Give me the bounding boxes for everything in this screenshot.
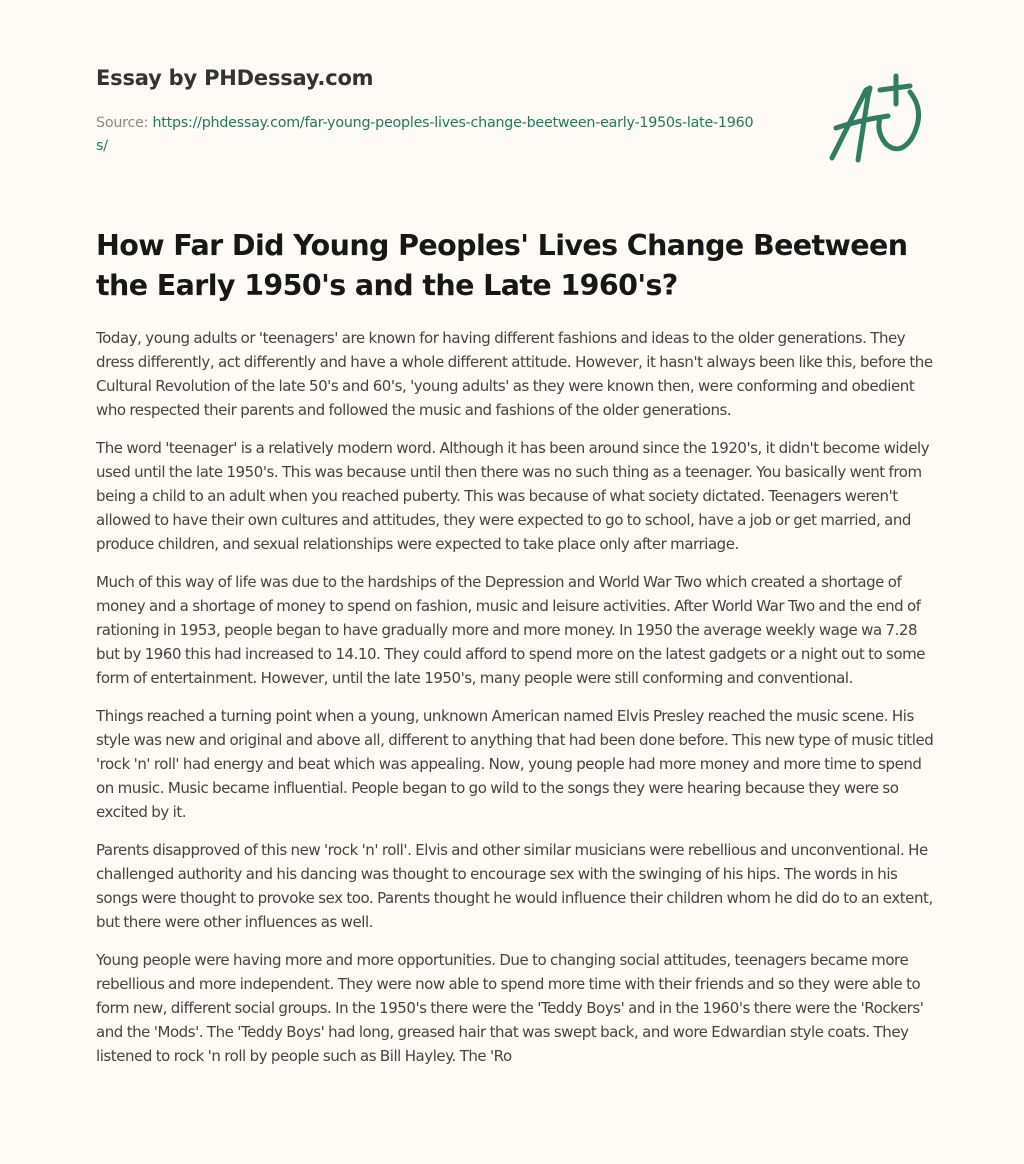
essay-paragraph: Much of this way of life was due to the hardships of the Depression and World War Two which created a shortage of money and a shortage of money to spend on fashion, music and leisure activities. After World War Two and the end of rationing in 1953, people began to have gradually more and more money. In 1950 the average weekly wage wa 7.28 but by 1960 this had increased to 14.10. They could afford to spend more on the latest gadgets or a night out to some form of entertainment. However, until the late 1950's, many people were still conforming and conventional.	[96, 573, 926, 687]
essay-paragraph: Things reached a turning point when a young, unknown American named Elvis Presley reached the music scene. His style was new and original and above all, different to anything that had been done before. This new type of music titled 'rock 'n' roll' had energy and beat which was appealing. Now, young people had more money and more time to spend on music. Music became influential. People began to go wild to the songs they were hearing because they were so excited by it.	[96, 707, 934, 821]
essay-paragraph: Parents disapproved of this new 'rock 'n' roll'. Elvis and other similar musicians were rebellious and unconventional. He challenged authority and his dancing was thought to encourage sex with the swinging of his hips. The words in his songs were thought to provoke sex too. Parents thought he would influence their children whom he did do to an extent, but there were other influences as well.	[96, 841, 933, 931]
source-line	[96, 112, 756, 158]
source-label: Source:	[96, 115, 153, 131]
a-plus-grade-icon	[822, 70, 932, 170]
essay-body	[96, 326, 936, 1082]
source-link[interactable]: https://phdessay.com/far-young-peoples-lives-change-beetween-early-1950s-late-1960s/	[96, 115, 754, 154]
essay-paragraph: Young people were having more and more opportunities. Due to changing social attitudes, teenagers became more rebellious and more independent. They were now able to spend more time with their friends and so they were able to form new, different social groups. In the 1950's there were the 'Teddy Boys' and in the 1960's there were the 'Rockers' and the 'Mods'. The 'Teddy Boys' had long, greased hair that was swept back, and wore Edwardian style coats. They listened to rock 'n roll by people such as Bill Hayley. The 'Ro	[96, 951, 924, 1065]
essay-paragraph: Today, young adults or 'teenagers' are known for having different fashions and ideas to the older generations. They dress differently, act differently and have a whole different attitude. However, it hasn't always been like this, before the Cultural Revolution of the late 50's and 60's, 'young adults' as they were known then, were conforming and obedient who respected their parents and followed the music and fashions of the older generations.	[96, 329, 933, 419]
essay-title: How Far Did Young Peoples' Lives Change Beetween the Early 1950's and the Late 1960's?	[96, 229, 908, 302]
site-brand: Essay by PHDessay.com	[96, 66, 374, 90]
essay-paragraph: The word 'teenager' is a relatively modern word. Although it has been around since the 1920's, it didn't become widely used until the late 1950's. This was because until then there was no such thing as a teenager. You basically went from being a child to an adult when you reached puberty. This was because of what society dictated. Teenagers weren't allowed to have their own cultures and attitudes, they were expected to go to school, have a job or get married, and produce children, and sexual relationships were expected to take place only after marriage.	[96, 439, 930, 553]
